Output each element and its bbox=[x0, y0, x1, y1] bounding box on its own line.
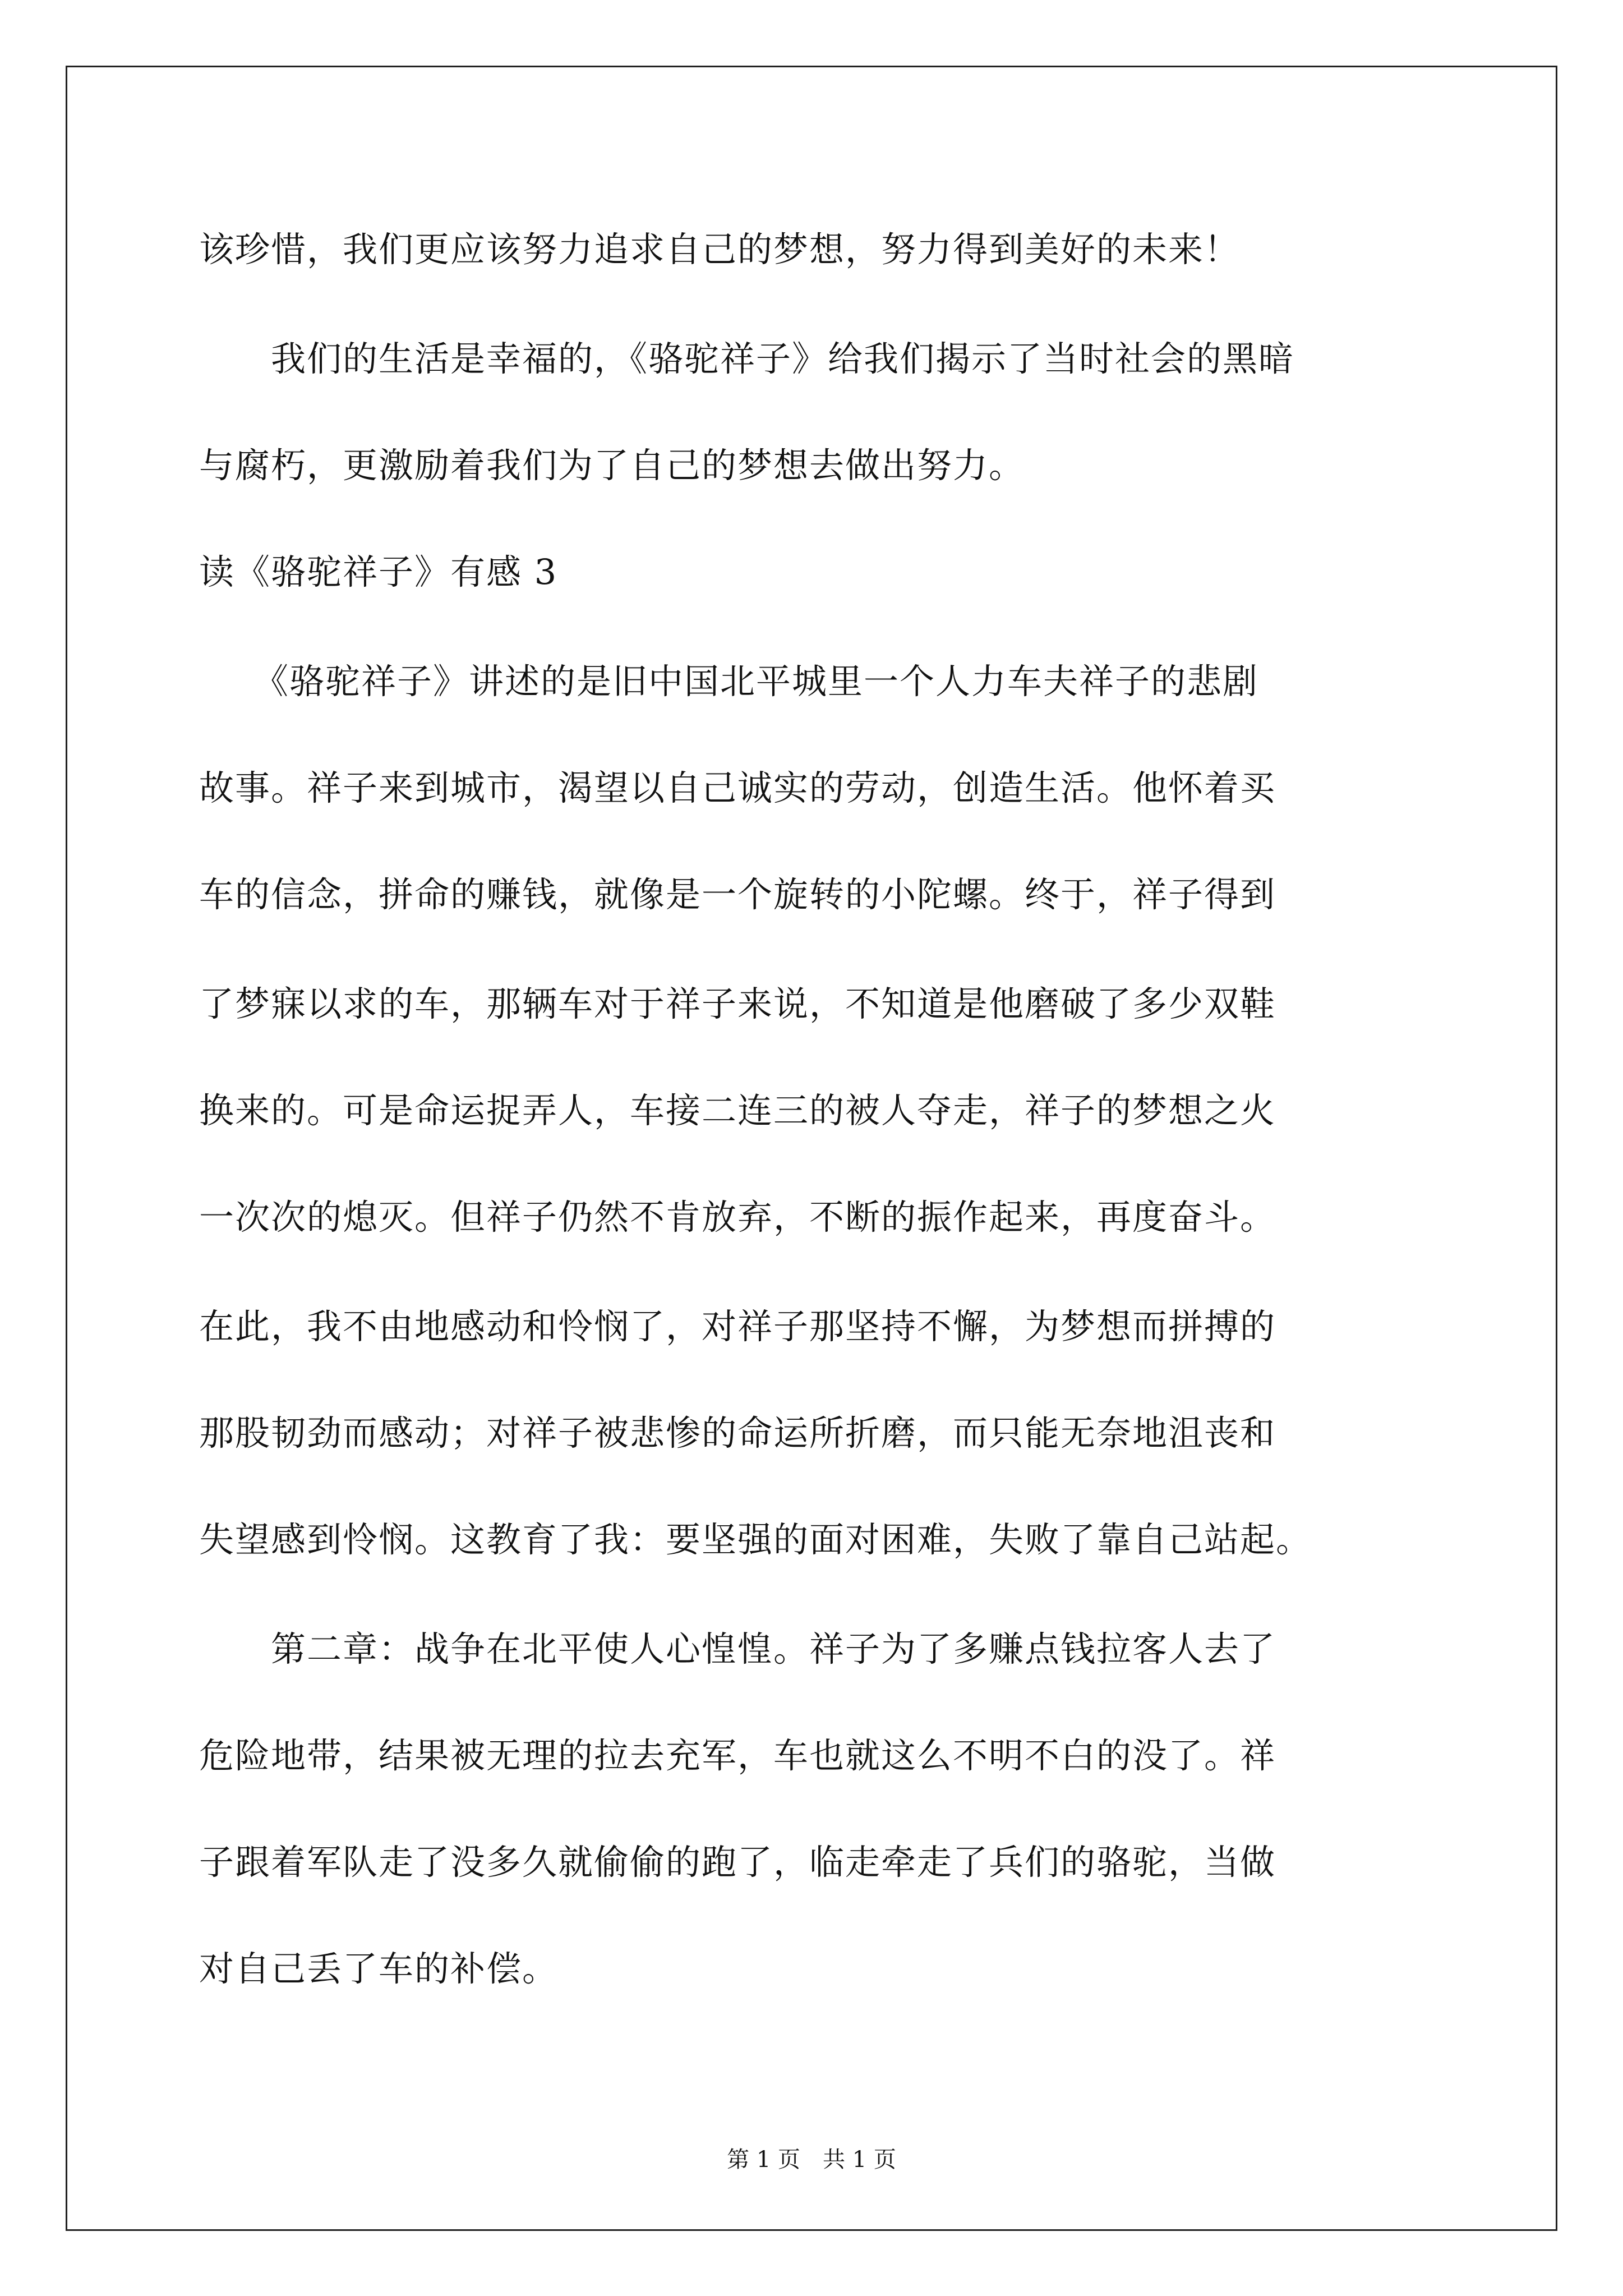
text-line: 了梦寐以求的车，那辆车对于祥子来说，不知道是他磨破了多少双鞋 bbox=[199, 983, 1276, 1024]
text-line: 一次次的熄灭。但祥子仍然不肯放弃，不断的振作起来，再度奋斗。 bbox=[199, 1197, 1276, 1237]
text-line: 危险地带，结果被无理的拉去充军，车也就这么不明不白的没了。祥 bbox=[199, 1735, 1276, 1776]
text-line: 《骆驼祥子》讲述的是旧中国北平城里一个人力车夫祥子的悲剧 bbox=[199, 661, 1259, 702]
page-footer: 第 1 页 共 1 页 bbox=[727, 2147, 896, 2173]
text-line: 该珍惜，我们更应该努力追求自己的梦想，努力得到美好的未来！ bbox=[199, 229, 1241, 270]
text-line: 在此，我不由地感动和怜悯了，对祥子那坚持不懈，为梦想而拼搏的 bbox=[199, 1306, 1276, 1347]
text-line: 失望感到怜悯。这教育了我：要坚强的面对困难，失败了靠自己站起。 bbox=[199, 1519, 1312, 1560]
text-line: 那股韧劲而感动；对祥子被悲惨的命运所折磨，而只能无奈地沮丧和 bbox=[199, 1412, 1276, 1453]
text-line: 子跟着军队走了没多久就偷偷的跑了，临走牵走了兵们的骆驼，当做 bbox=[199, 1842, 1276, 1883]
text-line: 我们的生活是幸福的，《骆驼祥子》给我们揭示了当时社会的黑暗 bbox=[199, 338, 1295, 379]
text-line: 与腐朽，更激励着我们为了自己的梦想去做出努力。 bbox=[199, 445, 1025, 486]
page-border bbox=[66, 66, 1557, 2231]
text-line: 第二章：战争在北平使人心惶惶。祥子为了多赚点钱拉客人去了 bbox=[199, 1628, 1276, 1669]
text-line: 对自己丢了车的补偿。 bbox=[199, 1948, 559, 1989]
text-line: 换来的。可是命运捉弄人，车接二连三的被人夺走，祥子的梦想之火 bbox=[199, 1090, 1276, 1131]
text-line: 故事。祥子来到城市，渴望以自己诚实的劳动，创造生活。他怀着买 bbox=[199, 767, 1276, 808]
text-line: 车的信念，拼命的赚钱，就像是一个旋转的小陀螺。终于，祥子得到 bbox=[199, 874, 1276, 915]
section-heading: 读《骆驼祥子》有感 3 bbox=[199, 551, 558, 592]
